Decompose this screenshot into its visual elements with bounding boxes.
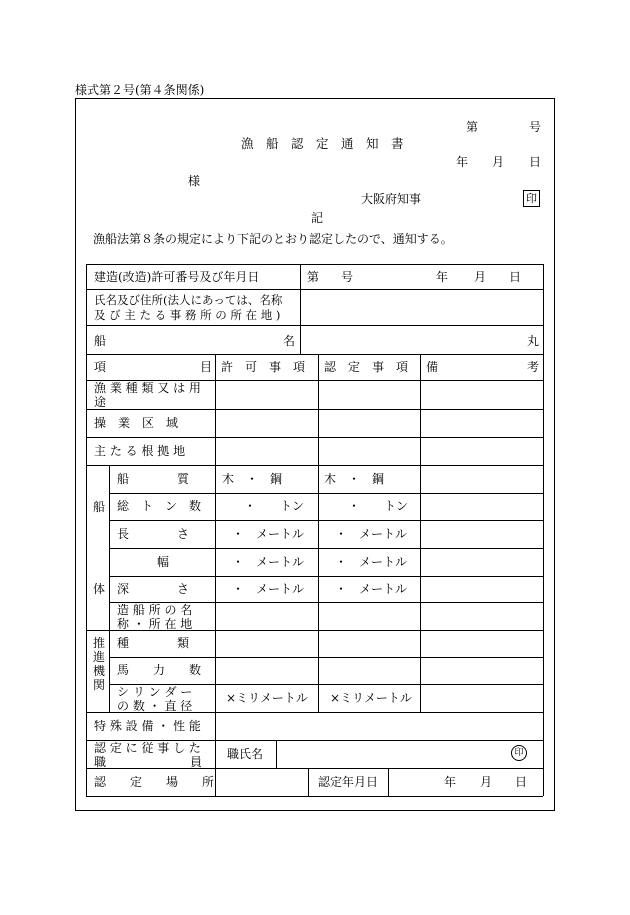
cert-date-hi: 日 [515,775,528,789]
permit-width-value: ・ メートル [232,555,305,569]
hull-tonnage-label: 総 ト ン 数 [117,499,202,513]
cert-date-tsuki: 月 [480,775,493,789]
col-remarks-a: 備 [426,360,439,374]
owner-label-line1: 氏名及び住所(法人にあっては、名称 [94,293,283,307]
engine-cyl-line2: の 数 ・ 直 径 [117,699,193,713]
owner-label-line2: 及 び 主 た る 事 務 所 の 所 在 地 ) [94,308,281,322]
special-equipment-label: 特 殊 設 備 ・ 性 能 [94,719,201,733]
permit-go: 号 [341,270,354,284]
hull-depth-label: 深 さ [117,582,190,596]
col-item-a: 項 [94,360,107,374]
permit-hi: 日 [509,270,522,284]
cert-cylinder-value: ×ミリメートル [330,691,412,705]
permit-length-value: ・ メートル [232,527,305,541]
hull-group-a: 船 [93,500,106,514]
engine-hp-label: 馬 力 数 [117,663,202,677]
ship-name-label-a: 船 [94,334,107,348]
hull-length-label: 長 さ [117,527,190,541]
hull-group-b: 体 [93,582,106,596]
cert-tonnage-value: ・ トン [348,499,409,513]
cert-depth-value: ・ メートル [335,582,408,596]
ki-heading: 記 [311,211,324,225]
col-permit-header: 許 可 事 項 [221,360,306,374]
cert-date-label: 認定年月日 [318,775,379,789]
row-operating-area: 操 業 区 域 [94,416,179,430]
ship-name-label-b: 名 [283,334,296,348]
hull-yard-line1: 造 船 所 の 名 [117,603,193,617]
col-remarks-b: 考 [527,360,540,374]
row-fishery-line2: 途 [94,395,107,409]
cert-width-value: ・ メートル [335,555,408,569]
notice-nen: 年 [456,155,469,169]
ship-name-maru: 丸 [527,334,540,348]
row-main-base: 主 た る 根 拠 地 [94,444,186,458]
cert-date-nen: 年 [444,775,457,789]
col-item-b: 目 [200,360,213,374]
hull-material-label: 船 質 [117,472,190,486]
permit-nen: 年 [436,270,449,284]
engineer-label-line2: 職 員 [94,755,203,769]
cert-material-value: 木 ・ 鋼 [324,472,385,486]
governor-name: 大阪府知事 [361,192,422,206]
permit-dai: 第 [307,270,320,284]
addressee-sama: 様 [188,174,201,188]
permit-tonnage-value: ・ トン [244,499,305,513]
engine-cyl-line1: シ リ ン ダ ー [117,685,193,699]
notice-tsuki: 月 [492,155,505,169]
notice-go: 号 [529,120,542,134]
cert-place-label: 認 定 場 所 [94,775,215,789]
engineer-seal-stamp: 印 [511,745,527,761]
document-title: 漁 船 認 定 通 知 書 [241,136,404,151]
hull-width-label: 幅 [157,555,170,569]
permit-tsuki: 月 [474,270,487,284]
form-number-label: 様式第２号(第４条関係) [75,83,205,97]
engine-type-label: 種 類 [117,636,190,650]
notice-dai: 第 [466,120,479,134]
engineer-label-line1: 認 定 に 従 事 し た [94,741,201,755]
permit-depth-value: ・ メートル [232,582,305,596]
notice-body-text: 漁船法第８条の規定により下記のとおり認定したので、通知する。 [93,232,453,246]
notice-hi: 日 [529,155,542,169]
official-name-label: 職氏名 [227,747,264,761]
permit-material-value: 木 ・ 鋼 [222,472,283,486]
hull-yard-line2: 称 ・ 所 在 地 [117,617,193,631]
governor-seal-stamp: 印 [523,190,540,207]
cert-length-value: ・ メートル [335,527,408,541]
permit-cylinder-value: ×ミリメートル [226,691,308,705]
row-fishery-line1: 漁 業 種 類 又 は 用 [94,381,201,395]
engine-group-label: 推進機関 [92,636,105,692]
permit-number-label: 建造(改造)許可番号及び年月日 [94,270,260,284]
col-cert-header: 認 定 事 項 [324,360,409,374]
